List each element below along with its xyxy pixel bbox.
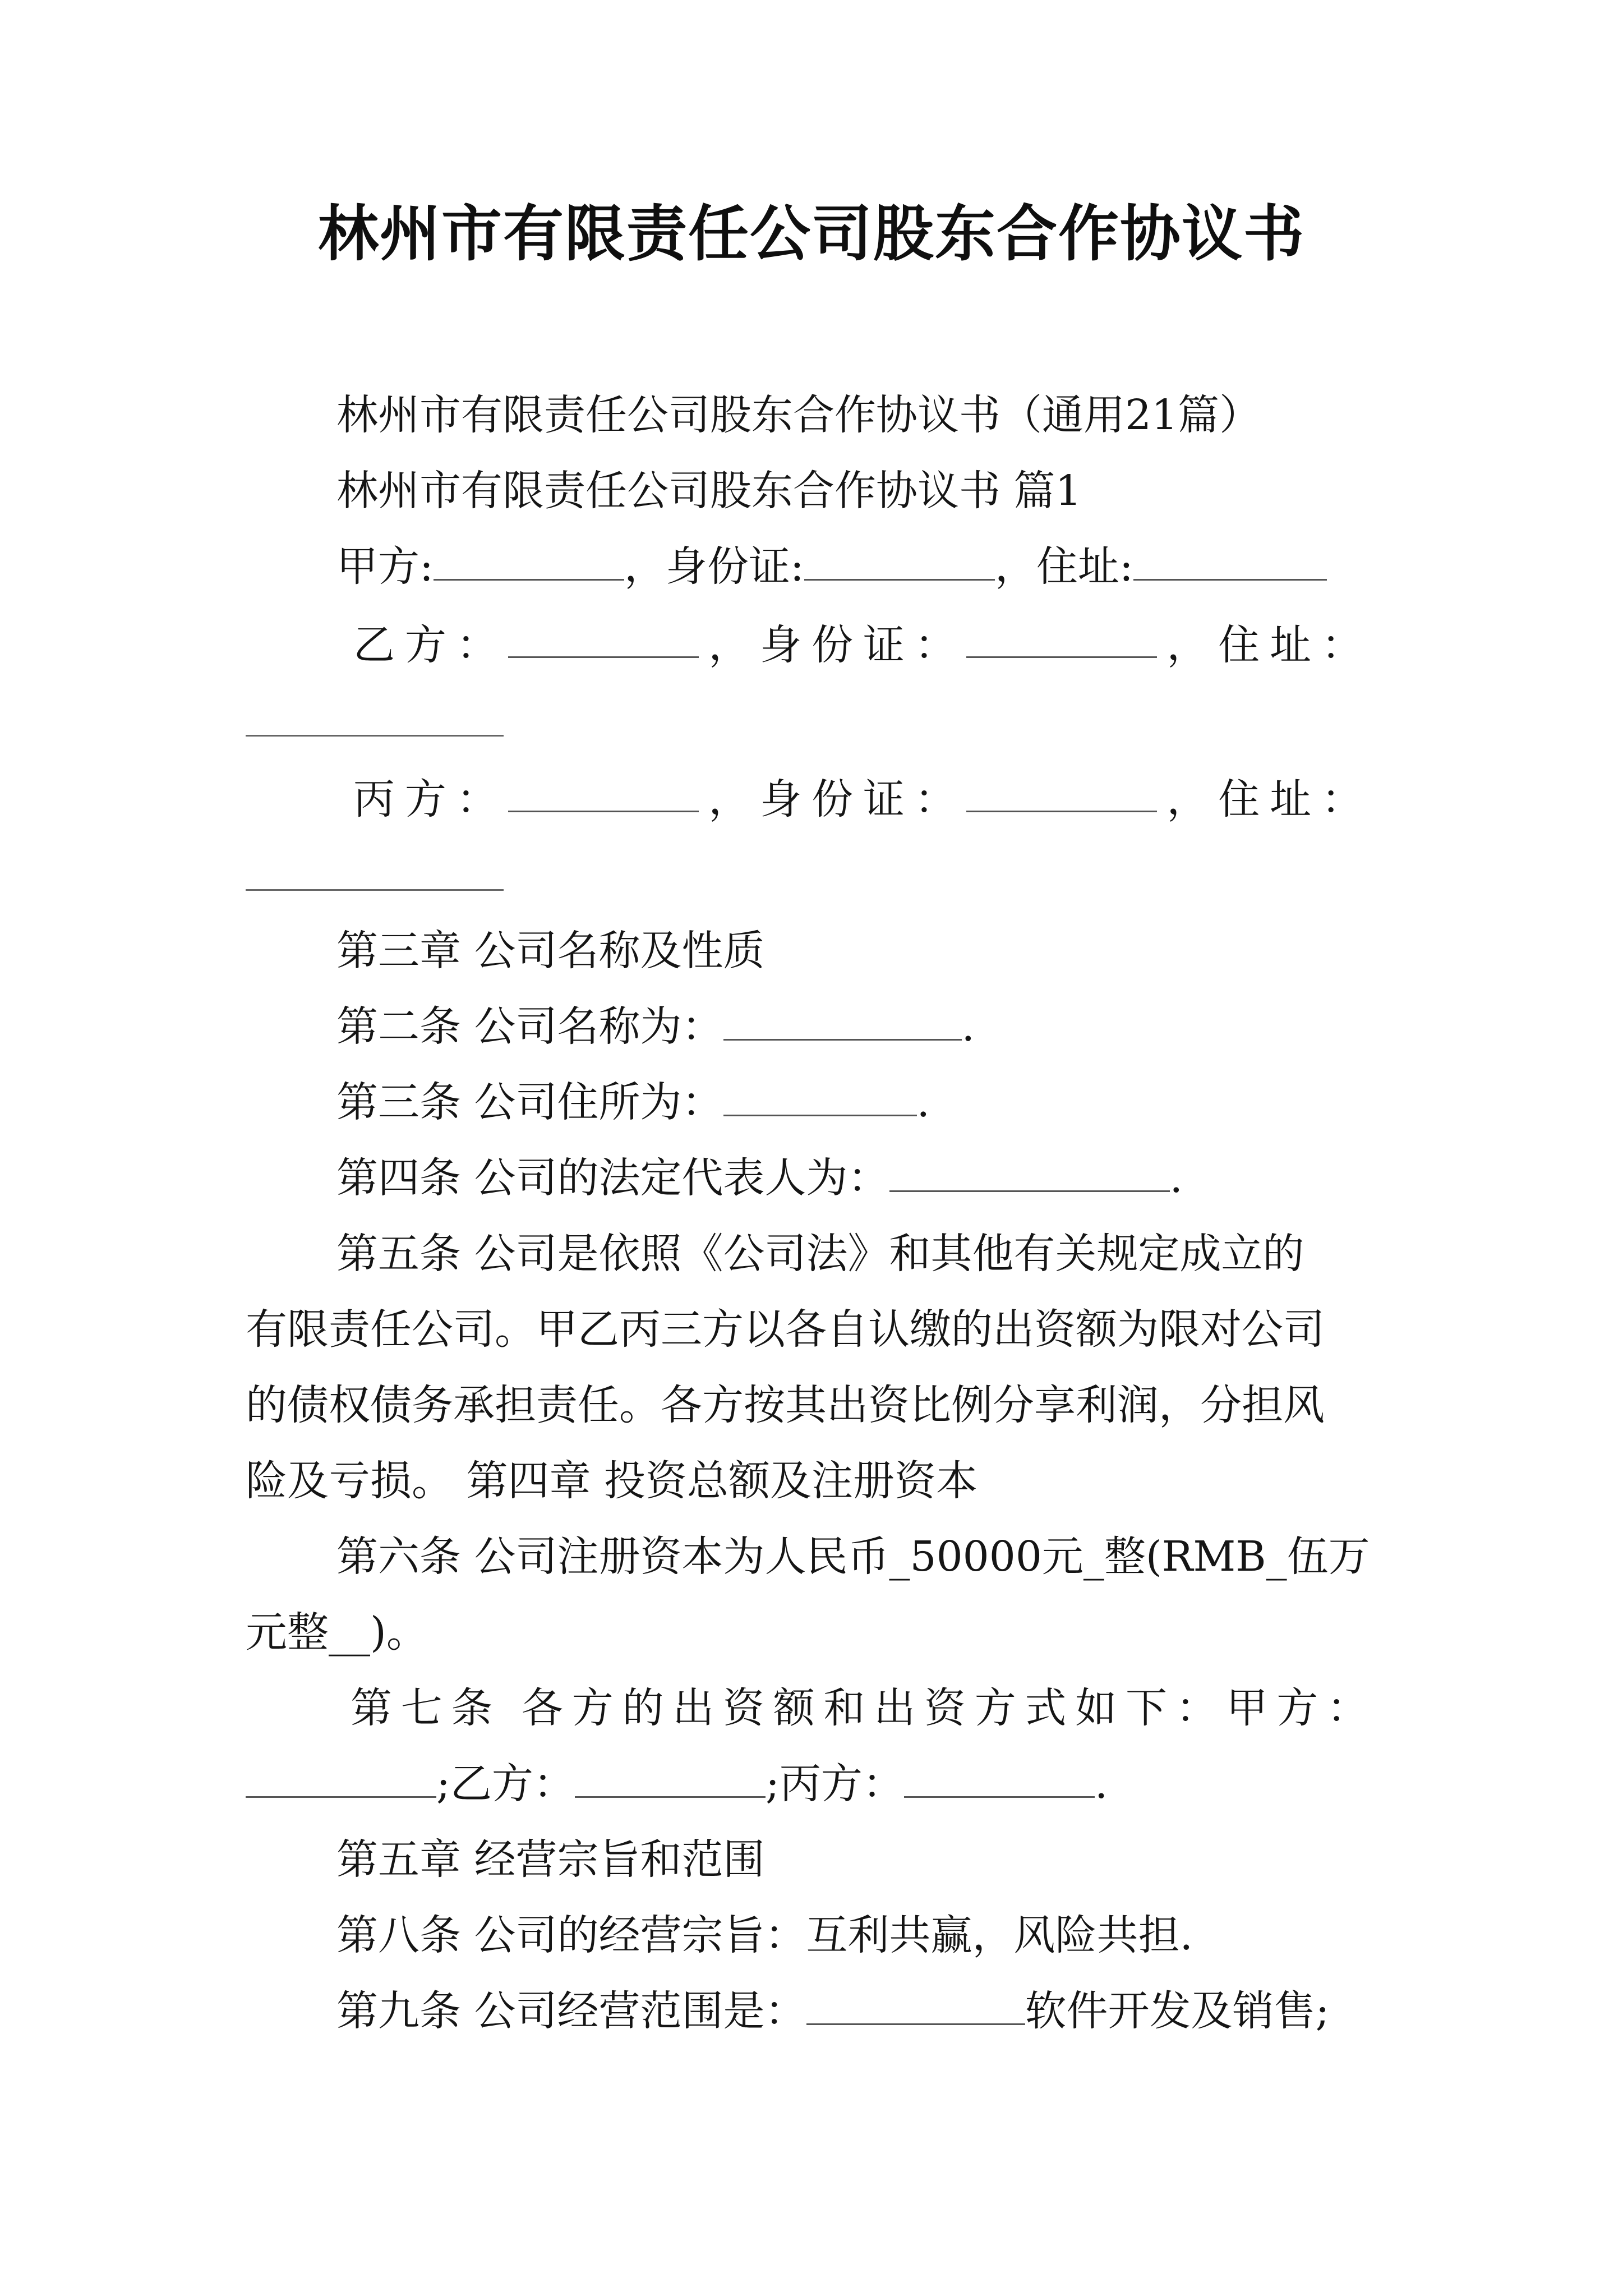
party-a-id-label: ，身份证:: [624, 542, 804, 591]
article-5-line-1: 第五条 公司是依照《公司法》和其他有关规定成立的: [336, 1230, 1304, 1278]
article-9-text: 第九条 公司经营范围是：: [336, 1987, 806, 2035]
company-address-blank: [723, 1075, 917, 1116]
party-c-address-blank: [246, 889, 504, 891]
article-3: [336, 1074, 930, 1130]
article-8: 第八条 公司的经营宗旨：互利共赢，风险共担.: [336, 1911, 1193, 1959]
article-7-char: 方: [974, 1684, 1016, 1732]
article-5-line-2: 有限责任公司。甲乙丙三方以各自认缴的出资额为限对公司: [246, 1305, 1325, 1354]
document-title: 林州市有限责任公司股东合作协议书: [317, 199, 1305, 269]
party-c-char: ：: [456, 775, 498, 823]
party-b-char: 乙: [353, 621, 395, 669]
article-2-end: .: [961, 1002, 975, 1051]
party-b-char: 身: [760, 621, 802, 669]
article-4-end: .: [1169, 1154, 1183, 1202]
article-7-char: 方: [571, 1684, 614, 1732]
article-3-text: 第三条 公司住所为：: [336, 1078, 723, 1126]
article-5-line-3: 的债权债务承担责任。各方按其出资比例分享利润，分担风: [246, 1381, 1325, 1429]
party-c-char: 址: [1270, 775, 1312, 823]
article-6-line-2: 元整__)。: [246, 1608, 428, 1657]
article-7-end: .: [1094, 1760, 1108, 1808]
party-c-char: 身: [760, 775, 802, 823]
party-a-label: 甲方:: [336, 542, 434, 591]
party-c-name-blank: [508, 771, 699, 812]
party-c-char: 丙: [353, 775, 395, 823]
article-7-char: 如: [1075, 1684, 1117, 1732]
article-7-char: 和: [823, 1684, 865, 1732]
party-b-char: 方: [404, 621, 446, 669]
party-b-char: 份: [811, 621, 854, 669]
article-7-line-2: [246, 1756, 1108, 1812]
party-b-name-blank: [508, 617, 699, 658]
chapter-3-heading: 第三章 公司名称及性质: [336, 927, 765, 975]
party-b-contribution-label: ;乙方：: [436, 1760, 575, 1808]
party-b-address-blank: [246, 735, 504, 737]
party-b-char: 址: [1270, 621, 1312, 669]
article-7-char: 式: [1025, 1684, 1067, 1732]
party-c-contribution-blank: [904, 1757, 1095, 1798]
article-4-text: 第四条 公司的法定代表人为：: [336, 1154, 889, 1202]
business-scope-text: 软件开发及销售;: [1025, 1987, 1330, 2035]
party-c-id-blank: [966, 771, 1157, 812]
business-scope-blank: [806, 1984, 1025, 2025]
party-b-char: 证: [863, 621, 905, 669]
article-7-char: 各: [522, 1684, 563, 1732]
company-name-blank: [723, 1000, 962, 1041]
party-c-char: ，: [1166, 775, 1209, 823]
chapter-5-heading: 第五章 经营宗旨和范围: [336, 1835, 765, 1884]
party-c-char: ：: [914, 775, 956, 823]
party-a-address-label: ，住址:: [994, 542, 1133, 591]
party-a-line: [336, 539, 1327, 595]
party-c-line: [353, 771, 1363, 827]
article-9: [336, 1983, 1329, 2039]
party-b-char: ：: [456, 621, 498, 669]
article-7-char: 资: [924, 1684, 966, 1732]
article-7-char: 的: [622, 1684, 664, 1732]
article-7-char: 下: [1126, 1684, 1167, 1732]
party-c-contribution-label: ;丙方：: [765, 1760, 904, 1808]
party-a-address-blank: [1133, 540, 1327, 581]
document-subtitle: 林州市有限责任公司股东合作协议书（通用21篇）: [336, 391, 1261, 439]
party-b-char: ：: [914, 621, 956, 669]
party-c-char: 份: [811, 775, 854, 823]
article-3-end: .: [916, 1078, 930, 1126]
article-7-char: 资: [723, 1684, 764, 1732]
party-b-char: ，: [1166, 621, 1209, 669]
party-b-line: [353, 617, 1363, 673]
legal-representative-blank: [889, 1151, 1170, 1192]
party-b-contribution-blank: [575, 1757, 766, 1798]
party-c-char: ，: [708, 775, 750, 823]
party-c-char: 住: [1218, 775, 1260, 823]
article-2: [336, 999, 975, 1055]
article-7-char: 方: [1276, 1684, 1318, 1732]
article-7-char: 甲: [1226, 1684, 1268, 1732]
article-7-gap: [501, 1680, 513, 1736]
article-7-char: ：: [1327, 1684, 1368, 1732]
party-c-char: 证: [863, 775, 905, 823]
article-7-char: 出: [874, 1684, 916, 1732]
piece-heading: 林州市有限责任公司股东合作协议书 篇1: [336, 467, 1082, 515]
article-4: [336, 1150, 1183, 1206]
party-b-char: 住: [1218, 621, 1260, 669]
party-b-char: ，: [708, 621, 750, 669]
party-a-contribution-blank: [246, 1757, 436, 1798]
party-a-name-blank: [434, 540, 624, 581]
article-7-char: 第: [351, 1684, 392, 1732]
party-c-char: 方: [404, 775, 446, 823]
party-b-char: ：: [1321, 621, 1363, 669]
article-7-char: 出: [672, 1684, 714, 1732]
party-a-id-blank: [804, 540, 995, 581]
article-7-char: ：: [1175, 1684, 1218, 1732]
article-7-line-1: [351, 1680, 1368, 1736]
article-6-line-1: 第六条 公司注册资本为人民币_50000元_整(RMB_伍万: [336, 1533, 1370, 1581]
article-7-char: 额: [773, 1684, 815, 1732]
article-7-char: 条: [451, 1684, 493, 1732]
article-7-char: 七: [400, 1684, 442, 1732]
article-5-line-4: 险及亏损。 第四章 投资总额及注册资本: [246, 1457, 978, 1505]
party-b-id-blank: [966, 617, 1157, 658]
article-2-text: 第二条 公司名称为：: [336, 1002, 723, 1051]
party-c-char: ：: [1321, 775, 1363, 823]
